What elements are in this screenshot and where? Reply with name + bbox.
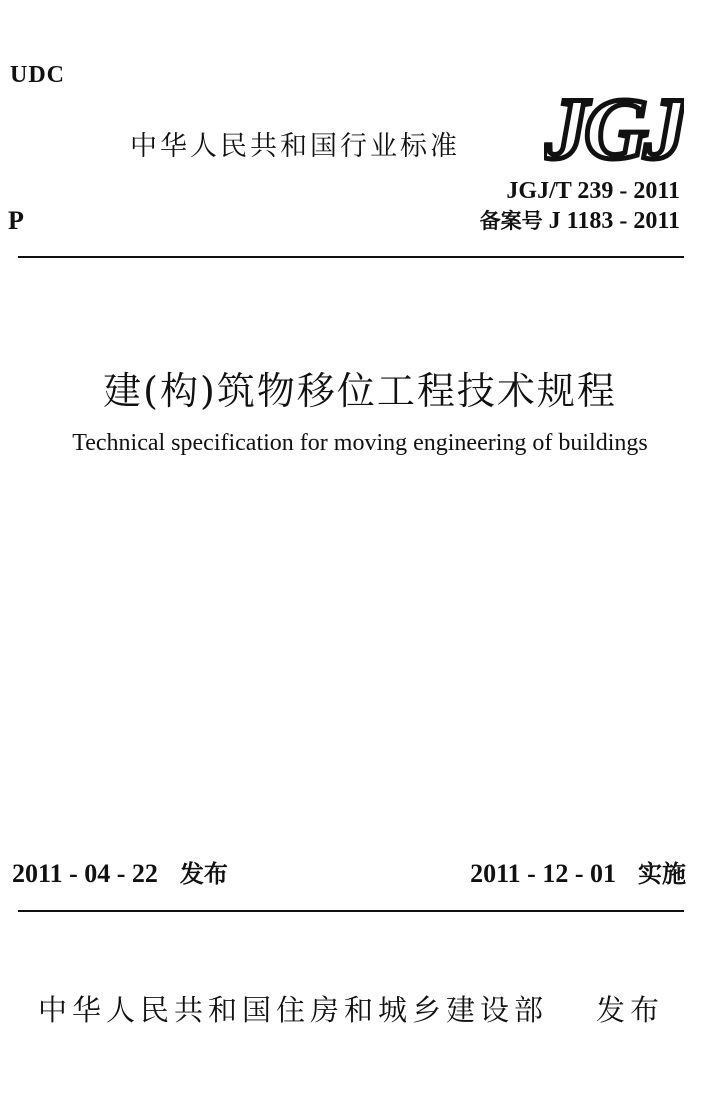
issue-date-line (12, 854, 228, 889)
jgj-logo-icon (544, 86, 684, 166)
issue-date: 2011 - 04 - 22 (12, 859, 158, 888)
jgj-logo-text: JGJ (544, 86, 684, 166)
industry-standard-label: 中华人民共和国行业标准 (130, 131, 460, 162)
title-english: Technical specification for moving engineering of buildings (72, 430, 648, 456)
implement-date-line (420, 854, 686, 889)
top-divider (18, 256, 684, 258)
record-label: 备案号 (479, 209, 543, 233)
classification-code: P (8, 206, 24, 235)
implement-label: 实施 (638, 860, 686, 888)
publisher-name: 中华人民共和国住房和城乡建设部 (38, 993, 549, 1027)
publish-label: 发布 (596, 993, 665, 1027)
record-number: J 1183 - 2011 (548, 208, 680, 234)
standard-number: JGJ/T 239 - 2011 (506, 178, 680, 204)
title-chinese: 建(构)筑物移位工程技术规程 (103, 369, 617, 413)
udc-label: UDC (10, 62, 65, 88)
implement-date: 2011 - 12 - 01 (470, 859, 616, 888)
record-number-line (420, 206, 680, 236)
bottom-divider (18, 910, 684, 912)
issue-label: 发布 (179, 860, 228, 888)
